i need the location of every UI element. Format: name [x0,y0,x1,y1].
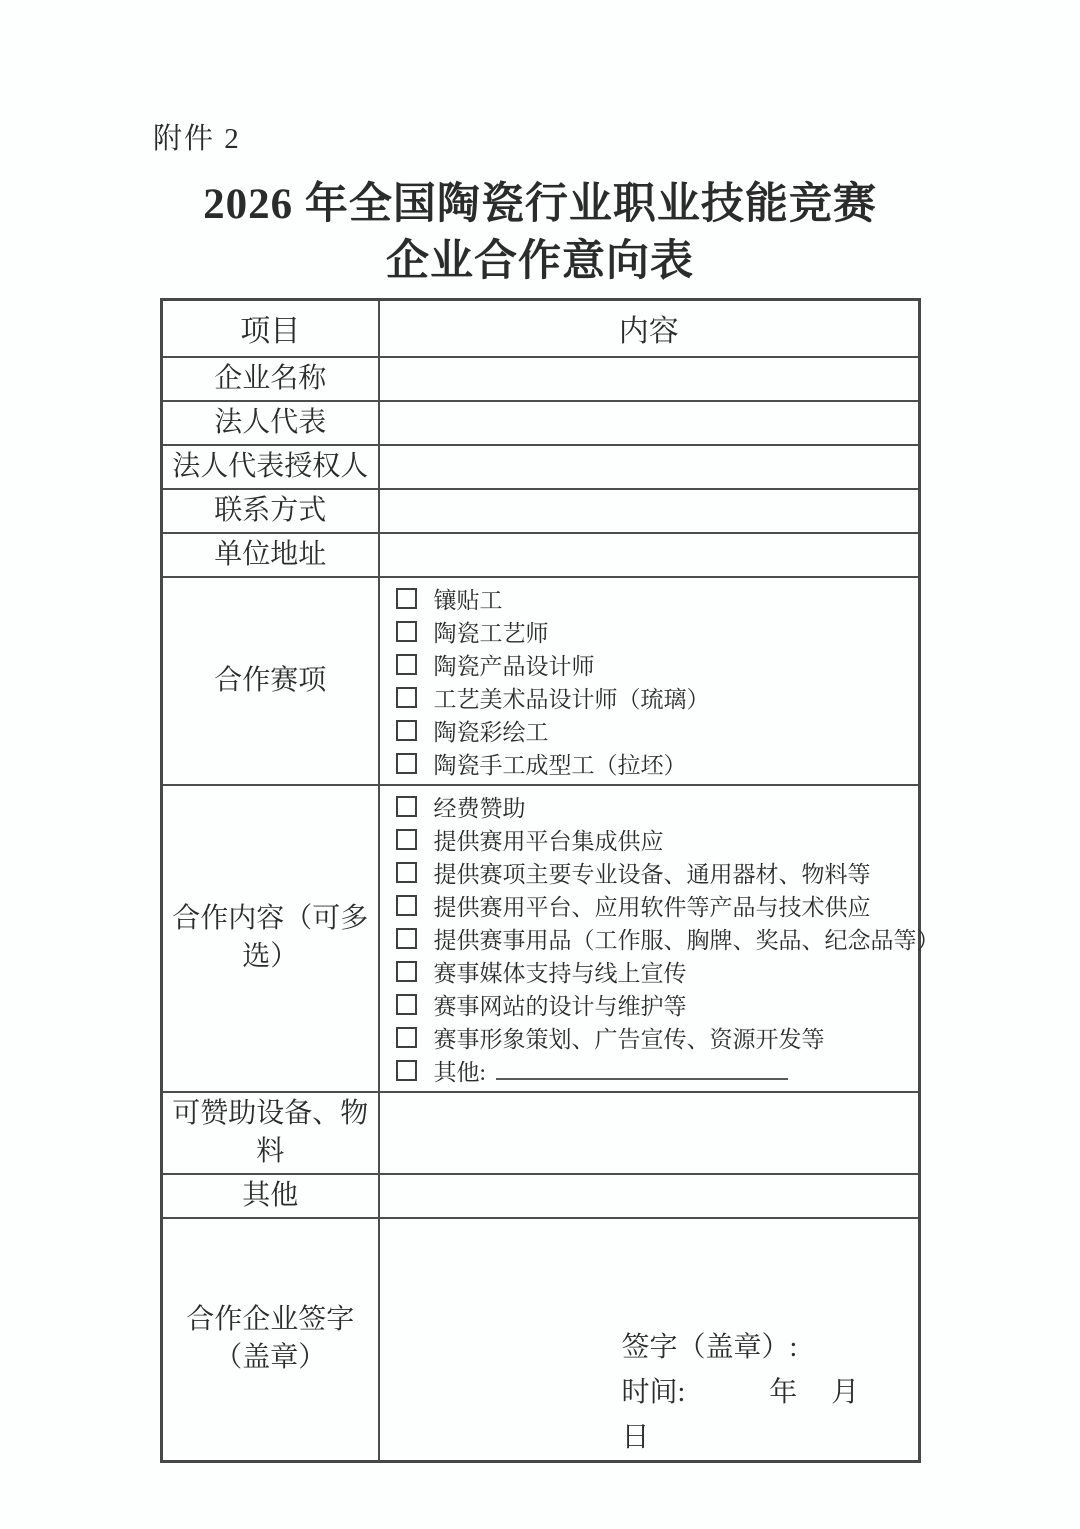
checkbox-label: 镶贴工 [433,587,503,613]
checkbox-label: 陶瓷产品设计师 [433,653,595,679]
checkbox-item [396,790,913,823]
row-label-company-name: 企业名称 [162,357,379,401]
checkbox-label: 提供赛用平台、应用软件等产品与技术供应 [433,894,871,920]
attachment-label: 附件 2 [153,123,241,155]
coop-checkbox-list [379,785,940,1092]
checkbox-icon [396,1027,417,1048]
date-prefix: 时间: [621,1376,686,1408]
checkbox-icon [396,961,417,982]
table-row-legal-rep-authorized [162,445,920,489]
checkbox-item [396,889,913,922]
checkbox-label: 陶瓷彩绘工 [433,719,549,745]
checkbox-label: 赛事网站的设计与维护等 [433,993,687,1019]
date-day-label: 日 [621,1421,650,1453]
row-label-legal-rep-authorized: 法人代表授权人 [162,445,379,489]
checkbox-label: 陶瓷工艺师 [433,620,549,646]
checkbox-item [396,856,913,889]
date-year-label: 年 [769,1376,798,1408]
checkbox-label: 赛事形象策划、广告宣传、资源开发等 [433,1026,825,1052]
row-label-sponsor-equipment: 可赞助设备、物料 [162,1092,379,1174]
contact-value-cell [379,489,920,533]
legal-rep-value-cell [379,401,920,445]
signature-value-cell [379,1218,920,1462]
row-label-other: 其他 [162,1174,379,1218]
table-row-legal-rep [162,401,920,445]
other-blank-line [496,1060,788,1080]
signature-label-line2: （盖章） [214,1342,327,1373]
checkbox-item [396,988,913,1021]
checkbox-label: 其他: [433,1059,486,1085]
page-title-line1: 2026 年全国陶瓷行业职业技能竞赛 [203,181,877,228]
page-title [0,176,1080,290]
checkbox-icon [396,720,417,741]
table-row-other [162,1174,920,1218]
checkbox-icon [396,621,417,642]
events-checkbox-list [379,577,920,785]
table-row-events [162,577,920,785]
checkbox-item [396,648,913,681]
checkbox-item [396,615,913,648]
row-label-coop-content: 合作内容（可多选） [162,785,379,1092]
signature-block [380,1219,919,1460]
table-row-coop-content [162,785,920,1092]
checkbox-label: 提供赛用平台集成供应 [433,828,664,854]
checkbox-item [396,714,913,747]
row-label-contact: 联系方式 [162,489,379,533]
legal-rep-authorized-value-cell [379,445,920,489]
table-row-sponsor-equipment [162,1092,920,1174]
checkbox-item [396,1021,913,1054]
table-row-address [162,533,920,577]
checkbox-label: 赛事媒体支持与线上宣传 [433,960,687,986]
checkbox-icon [396,753,417,774]
checkbox-item [396,922,940,955]
table-header-row [162,300,920,357]
checkbox-icon [396,829,417,850]
row-label-address: 单位地址 [162,533,379,577]
sponsor-equipment-value-cell [379,1092,920,1174]
address-value-cell [379,533,920,577]
checkbox-icon [396,895,417,916]
row-label-events: 合作赛项 [162,577,379,785]
other-value-cell [379,1174,920,1218]
column-header-content: 内容 [379,300,920,357]
checkbox-item [396,582,913,615]
date-month-label: 月 [831,1376,860,1408]
checkbox-label: 经费赞助 [433,795,526,821]
checkbox-label: 提供赛事用品（工作服、胸牌、奖品、纪念品等） [433,927,940,953]
checkbox-icon [396,588,417,609]
checkbox-label: 陶瓷手工成型工（拉坯） [433,752,687,778]
page-title-line2: 企业合作意向表 [386,238,694,285]
checkbox-item [396,823,913,856]
checkbox-icon [396,796,417,817]
checkbox-item [396,681,913,714]
checkbox-icon [396,687,417,708]
checkbox-icon [396,862,417,883]
column-header-item: 项目 [162,300,379,357]
checkbox-item-other [396,1054,913,1087]
table-row-company-name [162,357,920,401]
signature-seal-line: 签字（盖章）: [621,1331,798,1363]
company-name-value-cell [379,357,920,401]
checkbox-item [396,955,913,988]
signature-date-line [622,1370,919,1460]
checkbox-icon [396,1060,417,1081]
table-row-contact [162,489,920,533]
checkbox-item [396,747,913,780]
checkbox-icon [396,928,417,949]
row-label-signature [162,1218,379,1462]
checkbox-icon [396,654,417,675]
cooperation-intent-form-table [160,298,940,1463]
signature-label-line1: 合作企业签字 [186,1304,355,1335]
checkbox-icon [396,994,417,1015]
checkbox-label: 工艺美术品设计师（琉璃） [433,686,710,712]
checkbox-label: 提供赛项主要专业设备、通用器材、物料等 [433,861,871,887]
row-label-legal-rep: 法人代表 [162,401,379,445]
table-row-signature [162,1218,920,1462]
